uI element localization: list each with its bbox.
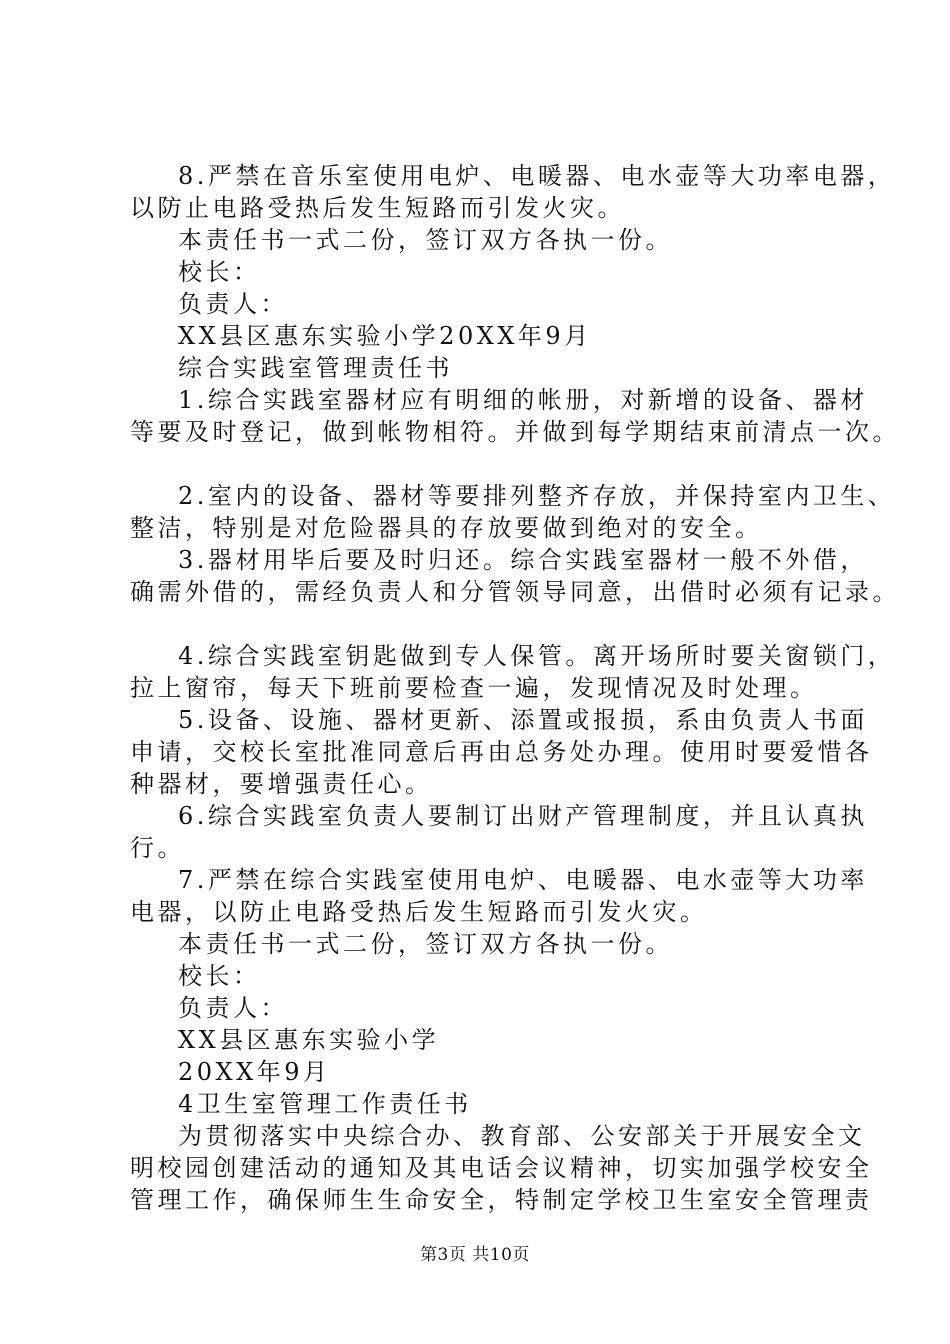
text-line: 申请，交校长室批准同意后再由总务处办理。使用时要爱惜各: [130, 738, 873, 766]
school-name-line: XX县区惠东实验小学: [178, 1026, 440, 1054]
signature-label-responsible: 负责人：: [178, 994, 288, 1022]
text-line: 等要及时登记，做到帐物相符。并做到每学期结束前清点一次。: [130, 418, 900, 446]
text-line: 3.器材用毕后要及时归还。综合实践室器材一般不外借，: [178, 546, 868, 574]
text-line: 4.综合实践室钥匙做到专人保管。离开场所时要关窗锁门，: [178, 642, 896, 670]
blank-line: [130, 608, 850, 640]
text-line: 为贯彻落实中央综合办、教育部、公安部关于开展安全文: [178, 1122, 866, 1150]
text-line: 行。: [130, 834, 185, 862]
text-line: 5.设备、设施、器材更新、添置或报损，系由负责人书面: [178, 706, 868, 734]
text-line: 明校园创建活动的通知及其电话会议精神，切实加强学校安全: [130, 1154, 873, 1182]
text-line: 拉上窗帘，每天下班前要检查一遍，发现情况及时处理。: [130, 674, 818, 702]
text-line: 本责任书一式二份，签订双方各执一份。: [178, 226, 673, 254]
blank-line: [130, 448, 850, 480]
text-line: 确需外借的，需经负责人和分管领导同意，出借时必须有记录。: [130, 578, 900, 606]
text-line: 本责任书一式二份，签订双方各执一份。: [178, 930, 673, 958]
date-line: 20XX年9月: [178, 1058, 331, 1086]
document-body: [130, 160, 900, 1216]
signature-label-principal: 校长：: [178, 258, 261, 286]
signature-label-responsible: 负责人：: [178, 290, 288, 318]
signature-label-principal: 校长：: [178, 962, 261, 990]
text-line: 8.严禁在音乐室使用电炉、电暖器、电水壶等大功率电器，: [178, 162, 896, 190]
text-line: 7.严禁在综合实践室使用电炉、电暖器、电水壶等大功率: [178, 866, 868, 894]
section-title: 4卫生室管理工作责任书: [178, 1090, 472, 1118]
text-line: 1.综合实践室器材应有明细的帐册，对新增的设备、器材: [178, 386, 868, 414]
text-line: 电器，以防止电路受热后发生短路而引发火灾。: [130, 898, 708, 926]
text-line: 2.室内的设备、器材等要排列整齐存放，并保持室内卫生、: [178, 482, 896, 510]
text-line: 6.综合实践室负责人要制订出财产管理制度，并且认真执: [178, 802, 868, 830]
text-line: 种器材，要增强责任心。: [130, 770, 433, 798]
text-line: 以防止电路受热后发生短路而引发火灾。: [130, 194, 625, 222]
text-line: 整洁，特别是对危险器具的存放要做到绝对的安全。: [130, 514, 763, 542]
page-number-footer: 第3页 共10页: [420, 1245, 530, 1265]
section-title: 综合实践室管理责任书: [178, 354, 453, 382]
text-line: 管理工作，确保师生生命安全，特制定学校卫生室安全管理责: [130, 1186, 873, 1214]
school-date-line: XX县区惠东实验小学20XX年9月: [178, 322, 592, 350]
